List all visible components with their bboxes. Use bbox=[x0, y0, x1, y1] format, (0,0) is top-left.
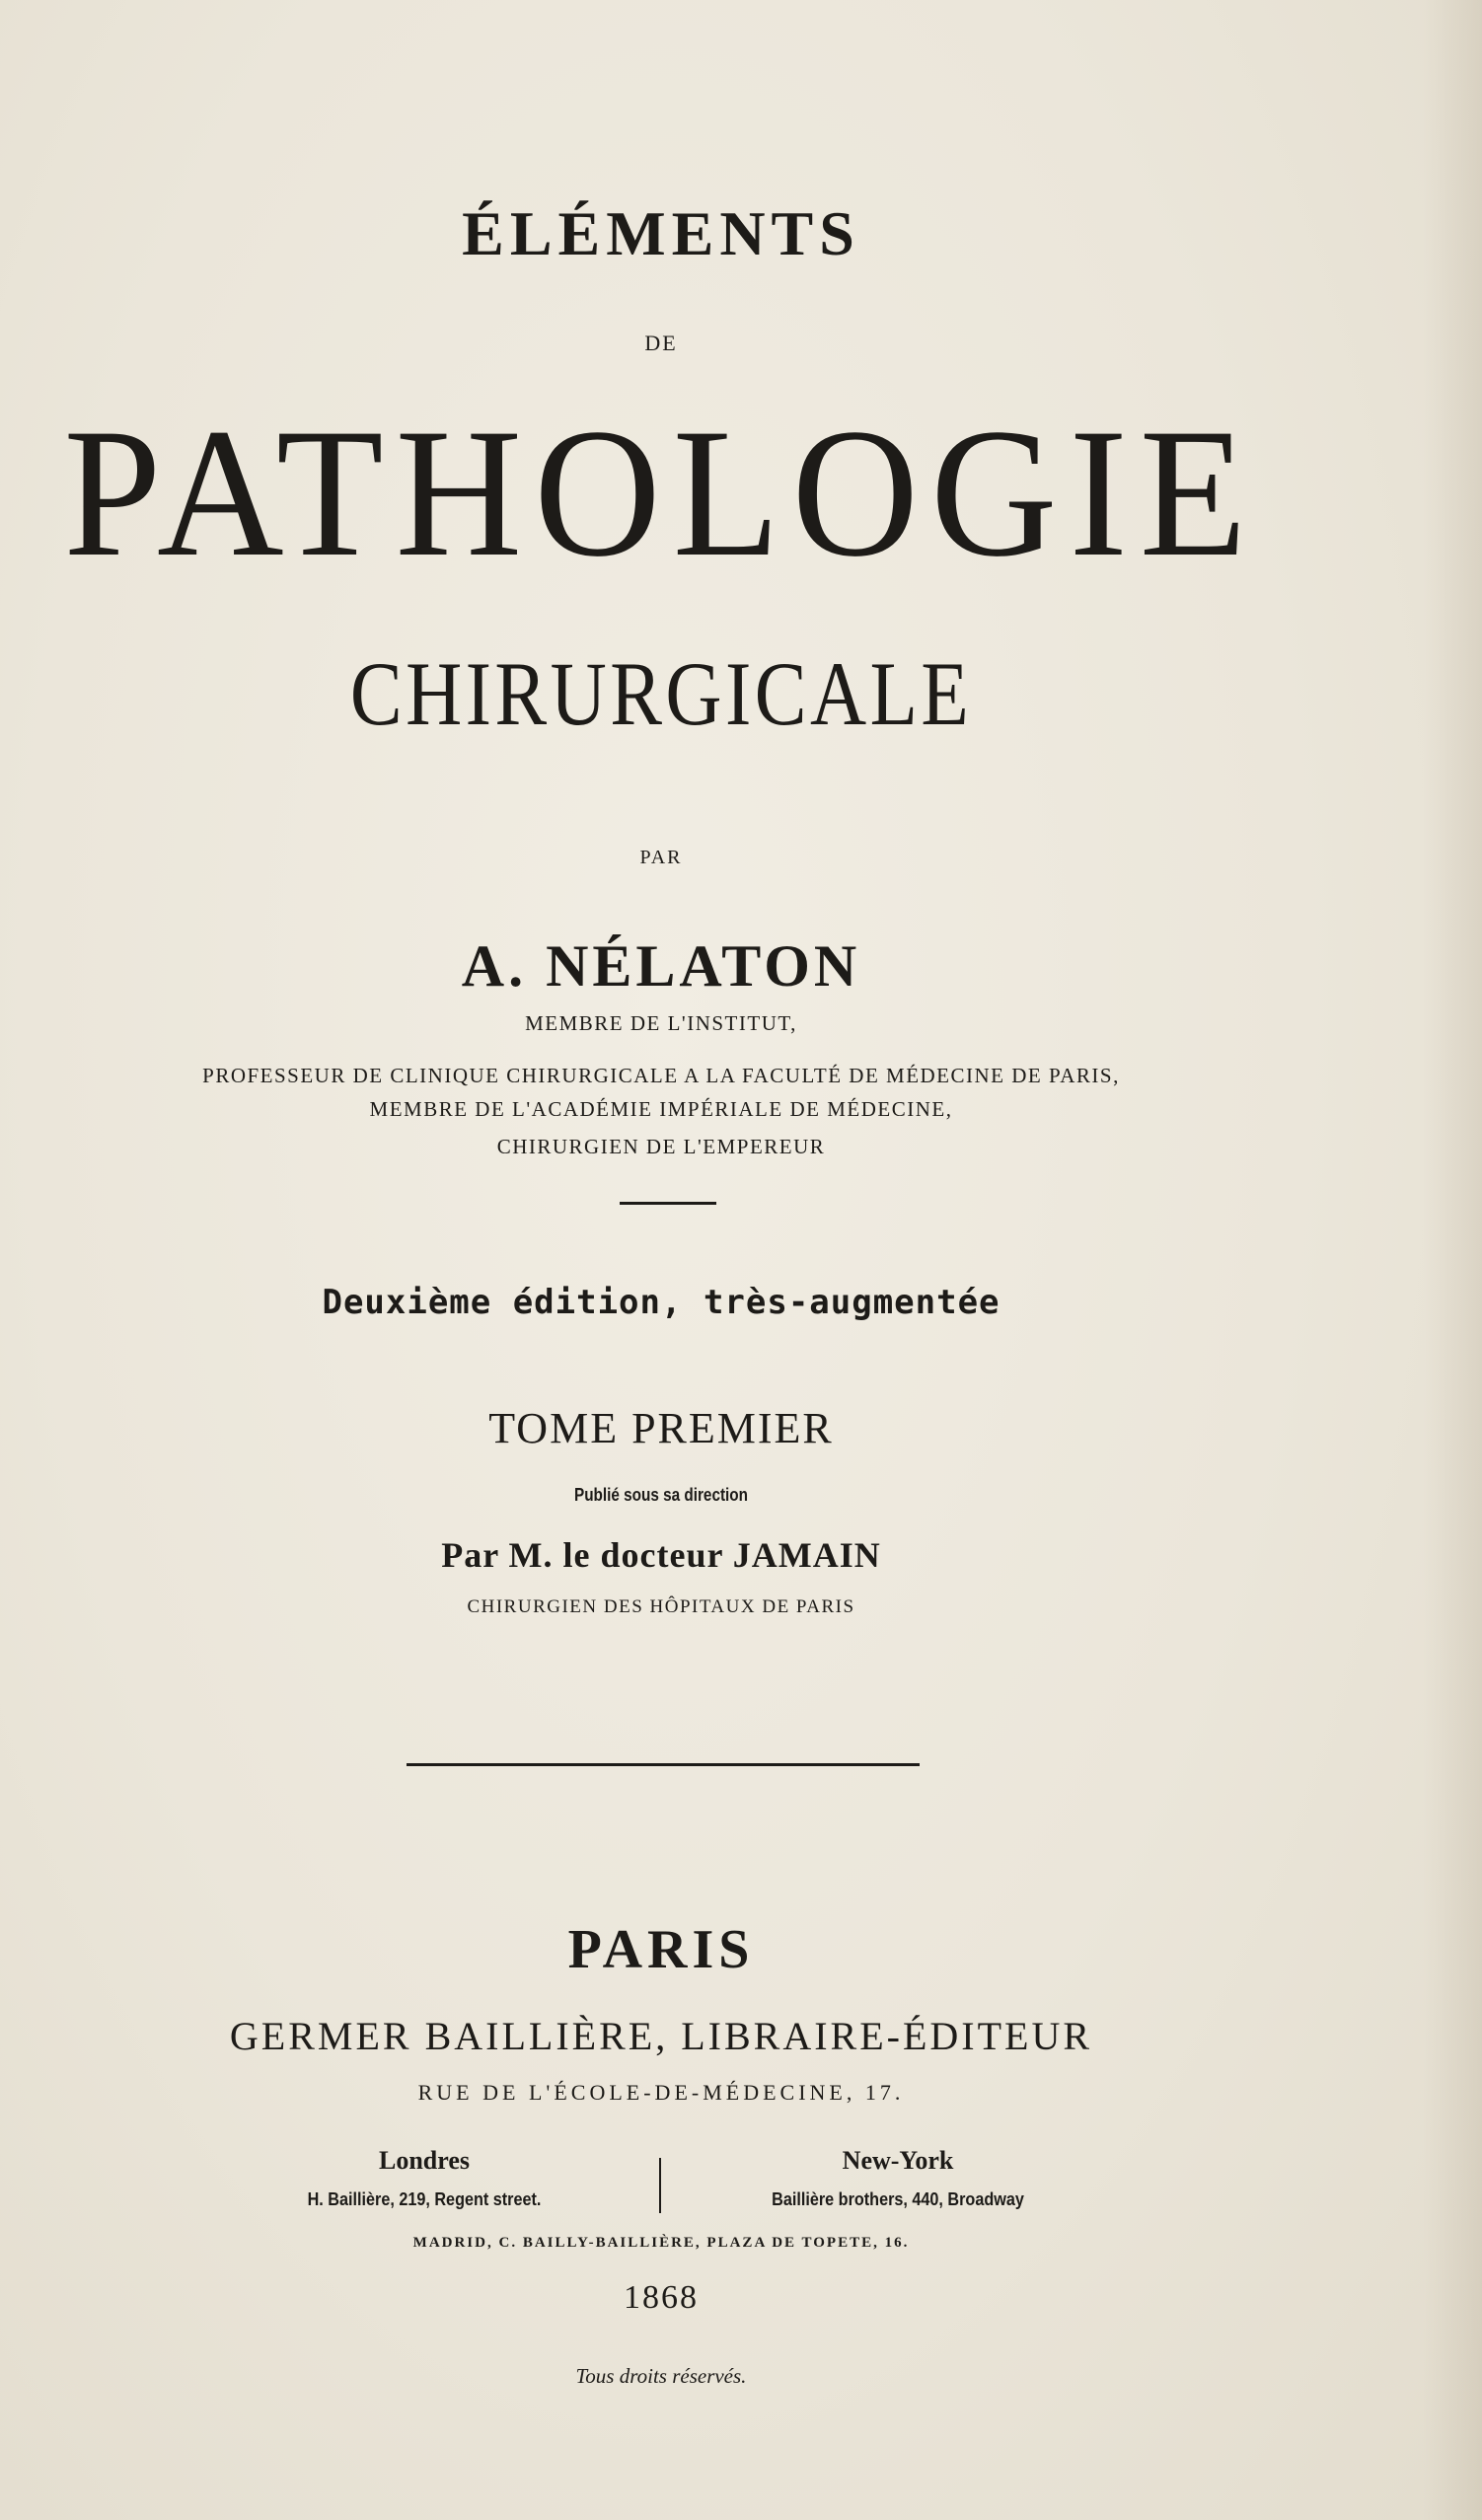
author-name: A. NÉLATON bbox=[461, 933, 861, 999]
author-credential: MEMBRE DE L'INSTITUT, bbox=[525, 1011, 797, 1035]
main-title: PATHOLOGIE bbox=[63, 390, 1259, 595]
published-under-note: Publié sous sa direction bbox=[573, 1485, 749, 1505]
byline-par: PAR bbox=[639, 847, 683, 868]
short-divider bbox=[620, 1202, 716, 1205]
imprint-publisher: GERMER BAILLIÈRE, LIBRAIRE-ÉDITEUR bbox=[229, 2014, 1093, 2058]
long-divider bbox=[407, 1763, 920, 1766]
imprint-city: PARIS bbox=[567, 1919, 755, 1980]
branch-divider bbox=[659, 2158, 661, 2213]
branch-newyork-address: Baillière brothers, 440, Broadway bbox=[772, 2189, 1024, 2209]
branch-madrid: MADRID, C. BAILLY-BAILLIÈRE, PLAZA DE TOPETE, 16. bbox=[412, 2235, 910, 2251]
editor-name: Par M. le docteur JAMAIN bbox=[441, 1535, 881, 1575]
branch-offices bbox=[0, 2146, 1322, 2225]
title-line-elements: ÉLÉMENTS bbox=[462, 198, 860, 268]
branch-london-label: Londres bbox=[379, 2146, 470, 2175]
branch-newyork bbox=[710, 2146, 1085, 2210]
edition-statement: Deuxième édition, très-augmentée bbox=[322, 1283, 1000, 1322]
editor-title: CHIRURGIEN DES HÔPITAUX DE PARIS bbox=[467, 1596, 855, 1617]
title-line-de: DE bbox=[644, 331, 678, 355]
branch-london bbox=[237, 2146, 612, 2210]
author-credential: MEMBRE DE L'ACADÉMIE IMPÉRIALE DE MÉDECINE, bbox=[369, 1097, 953, 1121]
rights-notice: Tous droits réservés. bbox=[575, 2364, 747, 2388]
subtitle: CHIRURGICALE bbox=[349, 643, 973, 744]
page-edge-shadow bbox=[1423, 0, 1482, 2520]
author-credential: CHIRURGIEN DE L'EMPEREUR bbox=[496, 1135, 826, 1158]
volume-label: TOME PREMIER bbox=[488, 1404, 834, 1452]
branch-newyork-label: New-York bbox=[842, 2146, 954, 2175]
branch-london-address: H. Baillière, 219, Regent street. bbox=[307, 2189, 542, 2209]
imprint-address: RUE DE L'ÉCOLE-DE-MÉDECINE, 17. bbox=[417, 2080, 905, 2105]
publication-year: 1868 bbox=[624, 2279, 699, 2316]
author-credential: PROFESSEUR DE CLINIQUE CHIRURGICALE A LA FACULTÉ DE MÉDECINE DE PARIS, bbox=[202, 1064, 1120, 1087]
